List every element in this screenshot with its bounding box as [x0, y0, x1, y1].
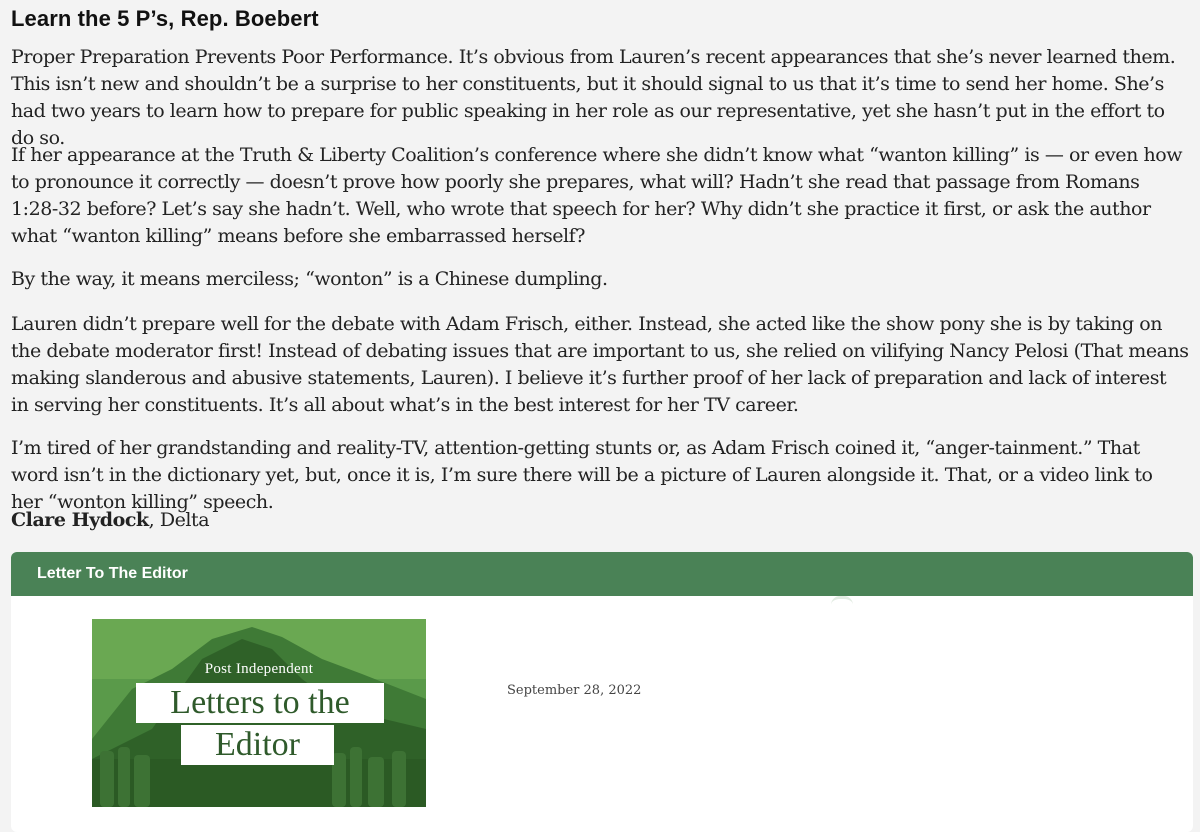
image-title-line-1: Letters to the — [136, 683, 384, 723]
letters-to-editor-image[interactable] — [92, 619, 426, 807]
paragraph-4: Lauren didn’t prepare well for the debate with Adam Frisch, either. Instead, she acted like the show pony she is by taking on the debate moderator first! Instead of debating issues that are important to us, she relied on vilifying Nancy Pelosi (That means making slanderous and abusive statements, Lauren). I believe it’s further proof of her lack of preparation and lack of interest in serving her constituents. It’s all about what’s in the best interest for her TV career. — [11, 313, 1189, 416]
post-independent-brand: Post Independent — [204, 661, 314, 677]
section-label[interactable]: Letter To The Editor — [11, 552, 1193, 596]
publish-date: September 28, 2022 — [507, 683, 642, 698]
image-title-line-2: Editor — [181, 725, 334, 765]
related-letter-card[interactable] — [11, 552, 1193, 832]
paragraph-2: If her appearance at the Truth & Liberty Coalition’s conference where she didn’t know what “wanton killing” is — or even how to pronounce it correctly — doesn’t prove how poorly she prepares, what will? Hadn’t she read that passage from Romans 1:28-32 before? Let’s say she hadn’t. Well, who wrote that speech for her? Why didn’t she practice it first, or ask the author what “wanton killing” means before she embarrassed herself? — [11, 144, 1183, 247]
byline — [11, 507, 1189, 534]
paragraph-5: I’m tired of her grandstanding and reality-TV, attention-getting stunts or, as Adam Frisch coined it, “anger-tainment.” That word isn’t in the dictionary yet, but, once it is, I’m sure there will be a picture of Lauren alongside it. That, or a video link to her “wonton killing” speech. — [11, 437, 1153, 513]
paragraph-1: Proper Preparation Prevents Poor Performance. It’s obvious from Lauren’s recent appearances that she’s never learned them. This isn’t new and shouldn’t be a surprise to her constituents, but it should signal to us that it’s time to send her home. She’s had two years to learn how to prepare for public speaking in her role as our representative, yet she hasn’t put in the effort to do so. — [11, 46, 1176, 149]
article-title: Learn the 5 P’s, Rep. Boebert — [11, 6, 319, 31]
decorative-arc — [831, 596, 853, 605]
paragraph-3: By the way, it means merciless; “wonton” is a Chinese dumpling. — [11, 268, 608, 290]
author-location: , Delta — [148, 509, 210, 531]
author-name: Clare Hydock — [11, 509, 149, 531]
